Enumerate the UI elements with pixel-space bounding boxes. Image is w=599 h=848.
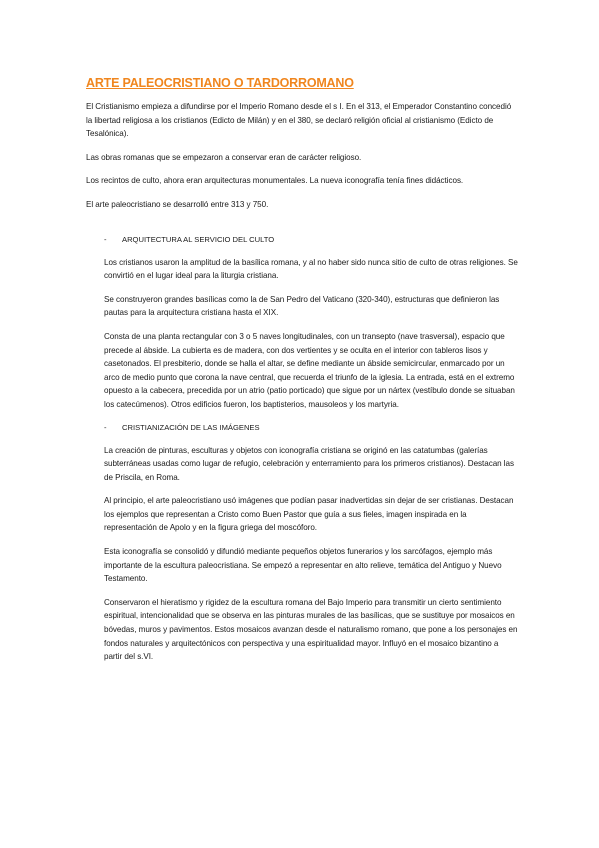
document-body (86, 76, 518, 674)
bullet-dash: - (104, 422, 107, 432)
intro-paragraph: Las obras romanas que se empezaron a conservar eran de carácter religioso. (86, 152, 362, 162)
section-paragraph: Se construyeron grandes basílicas como la de San Pedro del Vaticano (320-340), estructuras que definieron las pautas para la arquitectura cristiana hasta el XIX. (104, 294, 500, 318)
section-architecture (86, 234, 518, 412)
section-paragraph: La creación de pinturas, esculturas y objetos con iconografía cristiana se originó en las catatumbas (galerías subterráneas usadas como lugar de refugio, celebración y enterramiento para los primeros cristianos). Destacan las de Priscila, en Roma. (104, 445, 514, 482)
intro-paragraph: Los recintos de culto, ahora eran arquitecturas monumentales. La nueva iconografía tenía fines didácticos. (86, 176, 464, 186)
section-images (86, 422, 518, 664)
section-paragraph: Los cristianos usaron la amplitud de la basílica romana, y al no haber sido nunca sitio de culto de otras religiones. Se convirtió en el lugar ideal para la liturgia cristiana. (104, 257, 518, 281)
intro-paragraph: El arte paleocristiano se desarrolló entre 313 y 750. (86, 199, 269, 209)
document-title: ARTE PALEOCRISTIANO O TARDORROMANO (86, 76, 354, 90)
section-paragraph: Consta de una planta rectangular con 3 o 5 naves longitudinales, con un transepto (nave trasversal), espacio que precede al ábside. La cubierta es de madera, con dos vertientes y se oculta en el interior con tableros lisos y casetonados. El presbiterio, donde se halla el altar, se define mediante un ábside semicircular, enmarcado por un arco de medio punto que corona la nave central, que recuerda el triunfo de la iglesia. La entrada, está en el extremo opuesto a la cabecera, precedida por un atrio (patio porticado) que sigue por un nártex (vestíbulo donde se situaban los catecúmenos). Otros edificios fueron, los baptisterios, mausoleos y los martyria. (104, 331, 515, 409)
intro-paragraph: El Cristianismo empieza a difundirse por el Imperio Romano desde el s I. En el 313, el Emperador Constantino concedió la libertad religiosa a los cristianos (Edicto de Milán) y en el 380, se declaró religión oficial al cristianismo (Edicto de Tesalónica). (86, 102, 512, 139)
bullet-dash: - (104, 234, 107, 244)
section-heading (104, 234, 518, 246)
section-paragraph: Esta iconografía se consolidó y difundió mediante pequeños objetos funerarios y los sarcófagos, ejemplo más importante de la escultura paleocristiana. Se empezó a representar en alto relieve, temática del Antiguo y Nuevo Testamento. (104, 547, 502, 584)
section-heading-text: ARQUITECTURA AL SERVICIO DEL CULTO (122, 234, 275, 244)
section-heading-text: CRISTIANIZACIÓN DE LAS IMÁGENES (122, 422, 260, 432)
section-paragraph: Al principio, el arte paleocristiano usó imágenes que podían pasar inadvertidas sin dejar de ser cristianas. Destacan los ejemplos que representan a Cristo como Buen Pastor que guía a sus fieles, imagen inspirada en la representación de Apolo y en la figura griega del moscóforo. (104, 496, 514, 533)
section-heading (104, 422, 518, 434)
section-paragraph: Conservaron el hieratismo y rigidez de la escultura romana del Bajo Imperio para transmitir un cierto sentimiento espiritual, intencionalidad que se observa en las pinturas murales de las basílicas, que se sustituye por mosaicos en bóvedas, muros y pavimentos. Estos mosaicos avanzan desde el naturalismo romano, que pone a los personajes en fondos naturales y arquitectónicos con perspectiva y una espiritualidad mayor. Influyó en el mosaico bizantino a partir del s.VI. (104, 597, 518, 662)
